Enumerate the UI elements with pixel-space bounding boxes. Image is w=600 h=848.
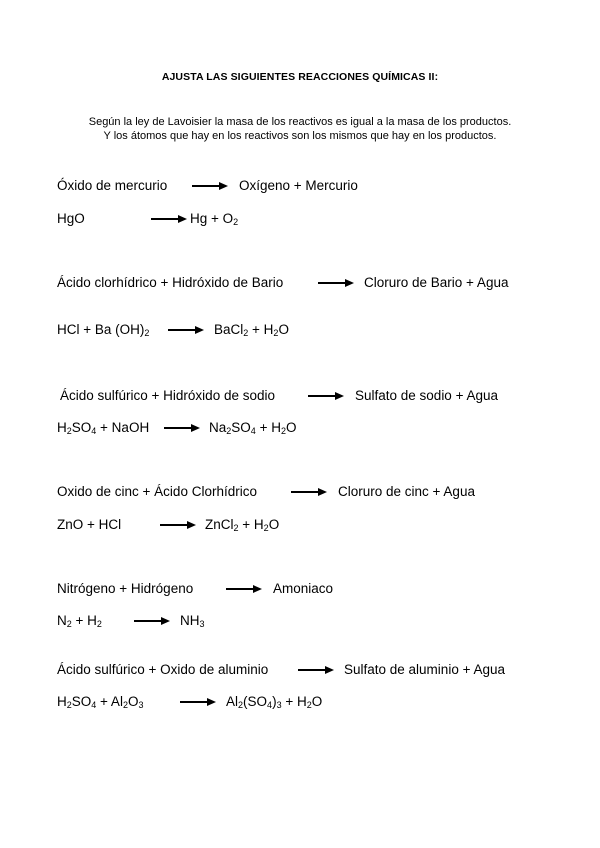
products-formula: $NH_3$	[180, 613, 205, 629]
reaction-2-formula	[0, 320, 600, 340]
right-arrow-icon	[180, 698, 216, 707]
reactants-text: Nitrógeno + Hidrógeno	[57, 581, 194, 596]
reaction-4-formula	[0, 515, 600, 535]
right-arrow-icon	[308, 392, 344, 401]
reactants-formula: ZnO + HCl	[57, 517, 122, 532]
products-formula: BaCl$_2$ + $H_2O$	[214, 322, 289, 338]
right-arrow-icon	[291, 488, 327, 497]
products-formula: $Al_2(SO_4)_3 + H_2O$	[226, 694, 323, 710]
reactants-formula: $N_2 + H_2$	[57, 613, 102, 629]
right-arrow-icon	[226, 585, 262, 594]
reactants-formula: $H_2SO_4 + Al_2O_3$	[57, 694, 144, 710]
reaction-2-words	[0, 273, 600, 293]
intro-line-2: Y los átomos que hay en los reactivos son los mismos que hay en los productos.	[103, 130, 497, 142]
intro-line-1: Según la ley de Lavoisier la masa de los reactivos es igual a la masa de los productos.	[88, 116, 512, 128]
products-formula: $Na_2SO_4 + H_2O$	[209, 420, 297, 436]
worksheet-title: AJUSTA LAS SIGUIENTES REACCIONES QUÍMICAS II:	[161, 71, 439, 83]
products-text: Sulfato de aluminio + Agua	[344, 662, 505, 677]
reactants-text: Ácido sulfúrico + Hidróxido de sodio	[60, 388, 275, 403]
intro-text	[0, 115, 600, 143]
products-text: Oxígeno + Mercurio	[239, 178, 358, 193]
products-text: Amoniaco	[273, 581, 334, 596]
reactants-text: Ácido clorhídrico + Hidróxido de Bario	[57, 275, 284, 290]
right-arrow-icon	[192, 182, 228, 191]
reactants-formula: HCl + Ba $(OH)_2$	[57, 322, 150, 338]
reaction-4-words	[0, 482, 600, 502]
reactants-text: Oxido de cinc + Ácido Clorhídrico	[57, 484, 257, 499]
reaction-1-formula	[0, 209, 600, 229]
right-arrow-icon	[164, 424, 200, 433]
right-arrow-icon	[298, 666, 334, 675]
reaction-6-formula	[0, 692, 600, 712]
reactants-text: Óxido de mercurio	[57, 178, 168, 193]
products-text: Cloruro de cinc + Agua	[338, 484, 475, 499]
reaction-3-formula	[0, 418, 600, 438]
reaction-6-words	[0, 660, 600, 680]
right-arrow-icon	[318, 279, 354, 288]
right-arrow-icon	[134, 617, 170, 626]
products-formula: ZnCl$_2$ + $H_2O$	[205, 517, 280, 533]
reaction-1-words	[0, 176, 600, 196]
reactants-formula: $H_2SO_4$ + NaOH	[57, 420, 150, 436]
reaction-5-formula	[0, 611, 600, 631]
reactants-text: Ácido sulfúrico + Oxido de aluminio	[57, 662, 269, 677]
products-formula: $Hg + O_2$	[190, 211, 239, 227]
reactants-formula: HgO	[57, 211, 85, 226]
right-arrow-icon	[151, 215, 187, 224]
right-arrow-icon	[160, 521, 196, 530]
reaction-3-words	[0, 386, 600, 406]
products-text: Cloruro de Bario + Agua	[364, 275, 509, 290]
reaction-5-words	[0, 579, 600, 599]
products-text: Sulfato de sodio + Agua	[355, 388, 498, 403]
right-arrow-icon	[168, 326, 204, 335]
